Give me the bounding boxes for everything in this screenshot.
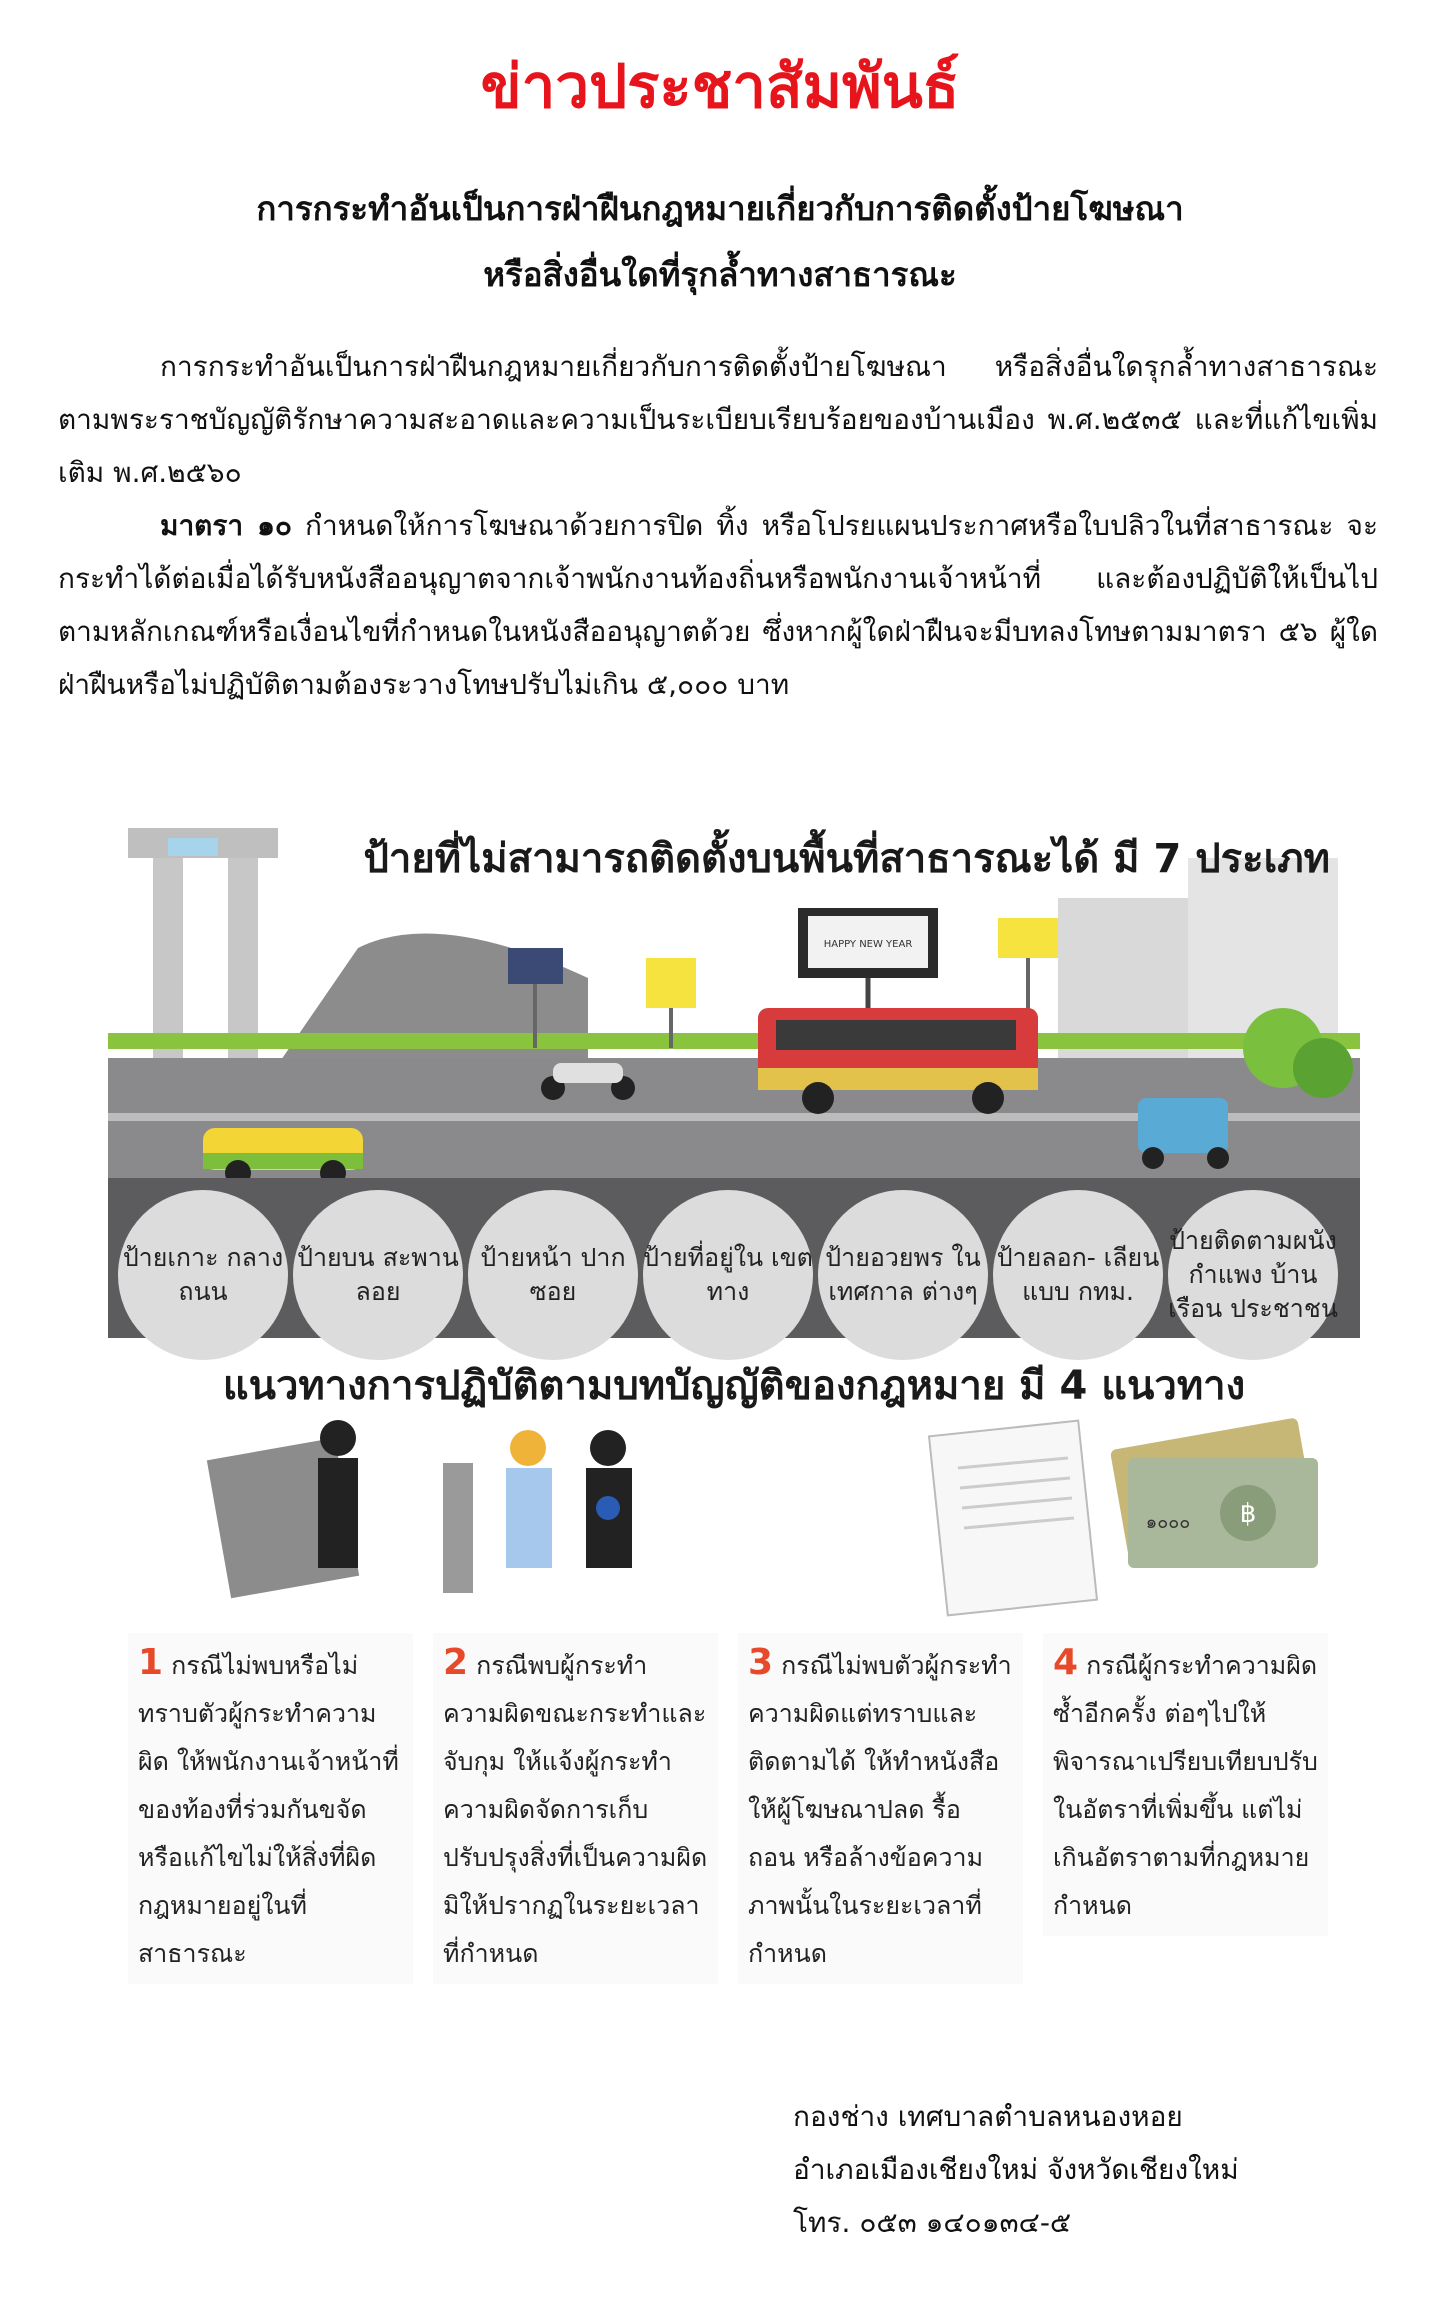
guideline-heading: แนวทางการปฏิบัติตามบทบัญญัติของกฎหมาย มี 4 แนวทาง (222, 1363, 1246, 1409)
person-shape (510, 1430, 546, 1466)
page-title: ข่าวประชาสัมพันธ์ (480, 52, 960, 122)
yellow-sign-shape (646, 958, 696, 1008)
person-shape (320, 1420, 356, 1456)
step-text: กรณีไม่พบหรือไม่ทราบตัวผู้กระทำความผิด ให้พนักงานเจ้าหน้าที่ของท้องที่ร่วมกันขจัดหรือแก้ไขไม่ให้สิ่งที่ผิดกฎหมายอยู่ในที่สาธารณะ (138, 1651, 399, 1968)
yellow-sign-shape (998, 918, 1058, 958)
signature-line-1: กองช่าง เทศบาลตำบลหนองหอย (793, 2100, 1183, 2133)
step-number: 3 (748, 1642, 774, 1683)
infographic-heading: ป้ายที่ไม่สามารถติดตั้งบนพื้นที่สาธารณะได้ มี 7 ประเภท (363, 836, 1330, 882)
subtitle-line-2: หรือสิ่งอื่นใดที่รุกล้ำทางสาธารณะ (483, 255, 957, 294)
page-subtitle (0, 176, 1440, 308)
sign-type-item: ป้ายหน้า ปากซอย (468, 1190, 638, 1360)
signature-line-3: โทร. ๐๕๓ ๑๔๐๑๓๔-๕ (793, 2206, 1072, 2239)
sign-type-item: ป้ายเกาะ กลางถนน (118, 1190, 288, 1360)
subtitle-line-1: การกระทำอันเป็นการฝ่าฝืนกฎหมายเกี่ยวกับการติดตั้งป้ายโฆษณา (256, 189, 1184, 228)
paragraph-2-text: กำหนดให้การโฆษณาด้วยการปิด ทิ้ง หรือโปรยแผนประกาศหรือใบปลิวในที่สาธารณะ จะกระทำได้ต่อเมื่อได้รับหนังสืออนุญาตจากเจ้าพนักงานท้องถิ่นหรือพนักงานเจ้าหน้าที่ และต้องปฏิบัติให้เป็นไปตามหลักเกณฑ์หรือเงื่อนไขที่กำหนดในหนังสืออนุญาตด้วย ซึ่งหากผู้ใดฝ่าฝืนจะมีบทลงโทษตามมาตรา ๕๖ ผู้ใดฝ่าฝืนหรือไม่ปฏิบัติตามต้องระวางโทษปรับไม่เกิน ๕,๐๐๐ บาท (58, 509, 1378, 701)
sign-type-item: ป้ายติดตามผนัง กำแพง บ้านเรือน ประชาชน (1168, 1190, 1338, 1360)
person-shape (590, 1430, 626, 1466)
step-text: กรณีพบผู้กระทำความผิดขณะกระทำและจับกุม ให้แจ้งผู้กระทำความผิดจัดการเก็บ ปรับปรุงสิ่งที่เป็นความผิดมิให้ปรากฏในระยะเวลาที่กำหนด (443, 1651, 708, 1968)
billboard-text: HAPPY NEW YEAR (823, 939, 913, 950)
step-text: กรณีผู้กระทำความผิดซ้ำอีกครั้ง ต่อๆไปให้พิจารณาเปรียบเทียบปรับในอัตราที่เพิ่มขึ้น แต่ไม่เกินอัตราตามที่กฎหมายกำหนด (1053, 1651, 1318, 1920)
sign-type-item: ป้ายลอก- เลียนแบบ กทม. (993, 1190, 1163, 1360)
grass-shape (108, 1033, 1360, 1049)
guideline-step (433, 1633, 718, 1984)
step-text: กรณีไม่พบตัวผู้กระทำความผิดแต่ทราบและติดตามได้ ให้ทำหนังสือให้ผู้โฆษณาปลด รื้อ ถอน หรือล้างข้อความ ภาพนั้นในระยะเวลาที่กำหนด (748, 1651, 1012, 1968)
sign-type-item: ป้ายที่อยู่ใน เขตทาง (643, 1190, 813, 1360)
guideline-step (128, 1633, 413, 1984)
body-text (58, 340, 1378, 711)
paragraph-2 (58, 499, 1378, 711)
guideline-step (1043, 1633, 1328, 1936)
section-label: มาตรา ๑๐ (160, 509, 292, 542)
sign-types-row (108, 1178, 1360, 1338)
baht-symbol-icon: ฿ (1239, 1499, 1257, 1529)
tuktuk-shape (1138, 1098, 1228, 1153)
tree-shape (1293, 1038, 1353, 1098)
paragraph-1: การกระทำอันเป็นการฝ่าฝืนกฎหมายเกี่ยวกับการติดตั้งป้ายโฆษณา หรือสิ่งอื่นใดรุกล้ำทางสาธารณะ ตามพระราชบัญญัติรักษาความสะอาดและความเป็นระเบียบเรียบร้อยของบ้านเมือง พ.ศ.๒๕๓๕ และที่แก้ไขเพิ่มเติม พ.ศ.๒๕๖๐ (58, 350, 1378, 489)
signature-block (793, 2090, 1239, 2249)
guideline-step (738, 1633, 1023, 1984)
step-number: 1 (138, 1642, 164, 1683)
signature-line-2: อำเภอเมืองเชียงใหม่ จังหวัดเชียงใหม่ (793, 2153, 1239, 2186)
banknote-text: ๑๐๐๐ (1145, 1512, 1191, 1533)
blue-sign-shape (508, 948, 563, 984)
sign-type-item: ป้ายบน สะพานลอย (293, 1190, 463, 1360)
step-number: 2 (443, 1642, 469, 1683)
infographic (108, 808, 1360, 1968)
board-shape (443, 1463, 473, 1593)
step-number: 4 (1053, 1642, 1079, 1683)
sign-type-item: ป้ายอวยพร ในเทศกาล ต่างๆ (818, 1190, 988, 1360)
